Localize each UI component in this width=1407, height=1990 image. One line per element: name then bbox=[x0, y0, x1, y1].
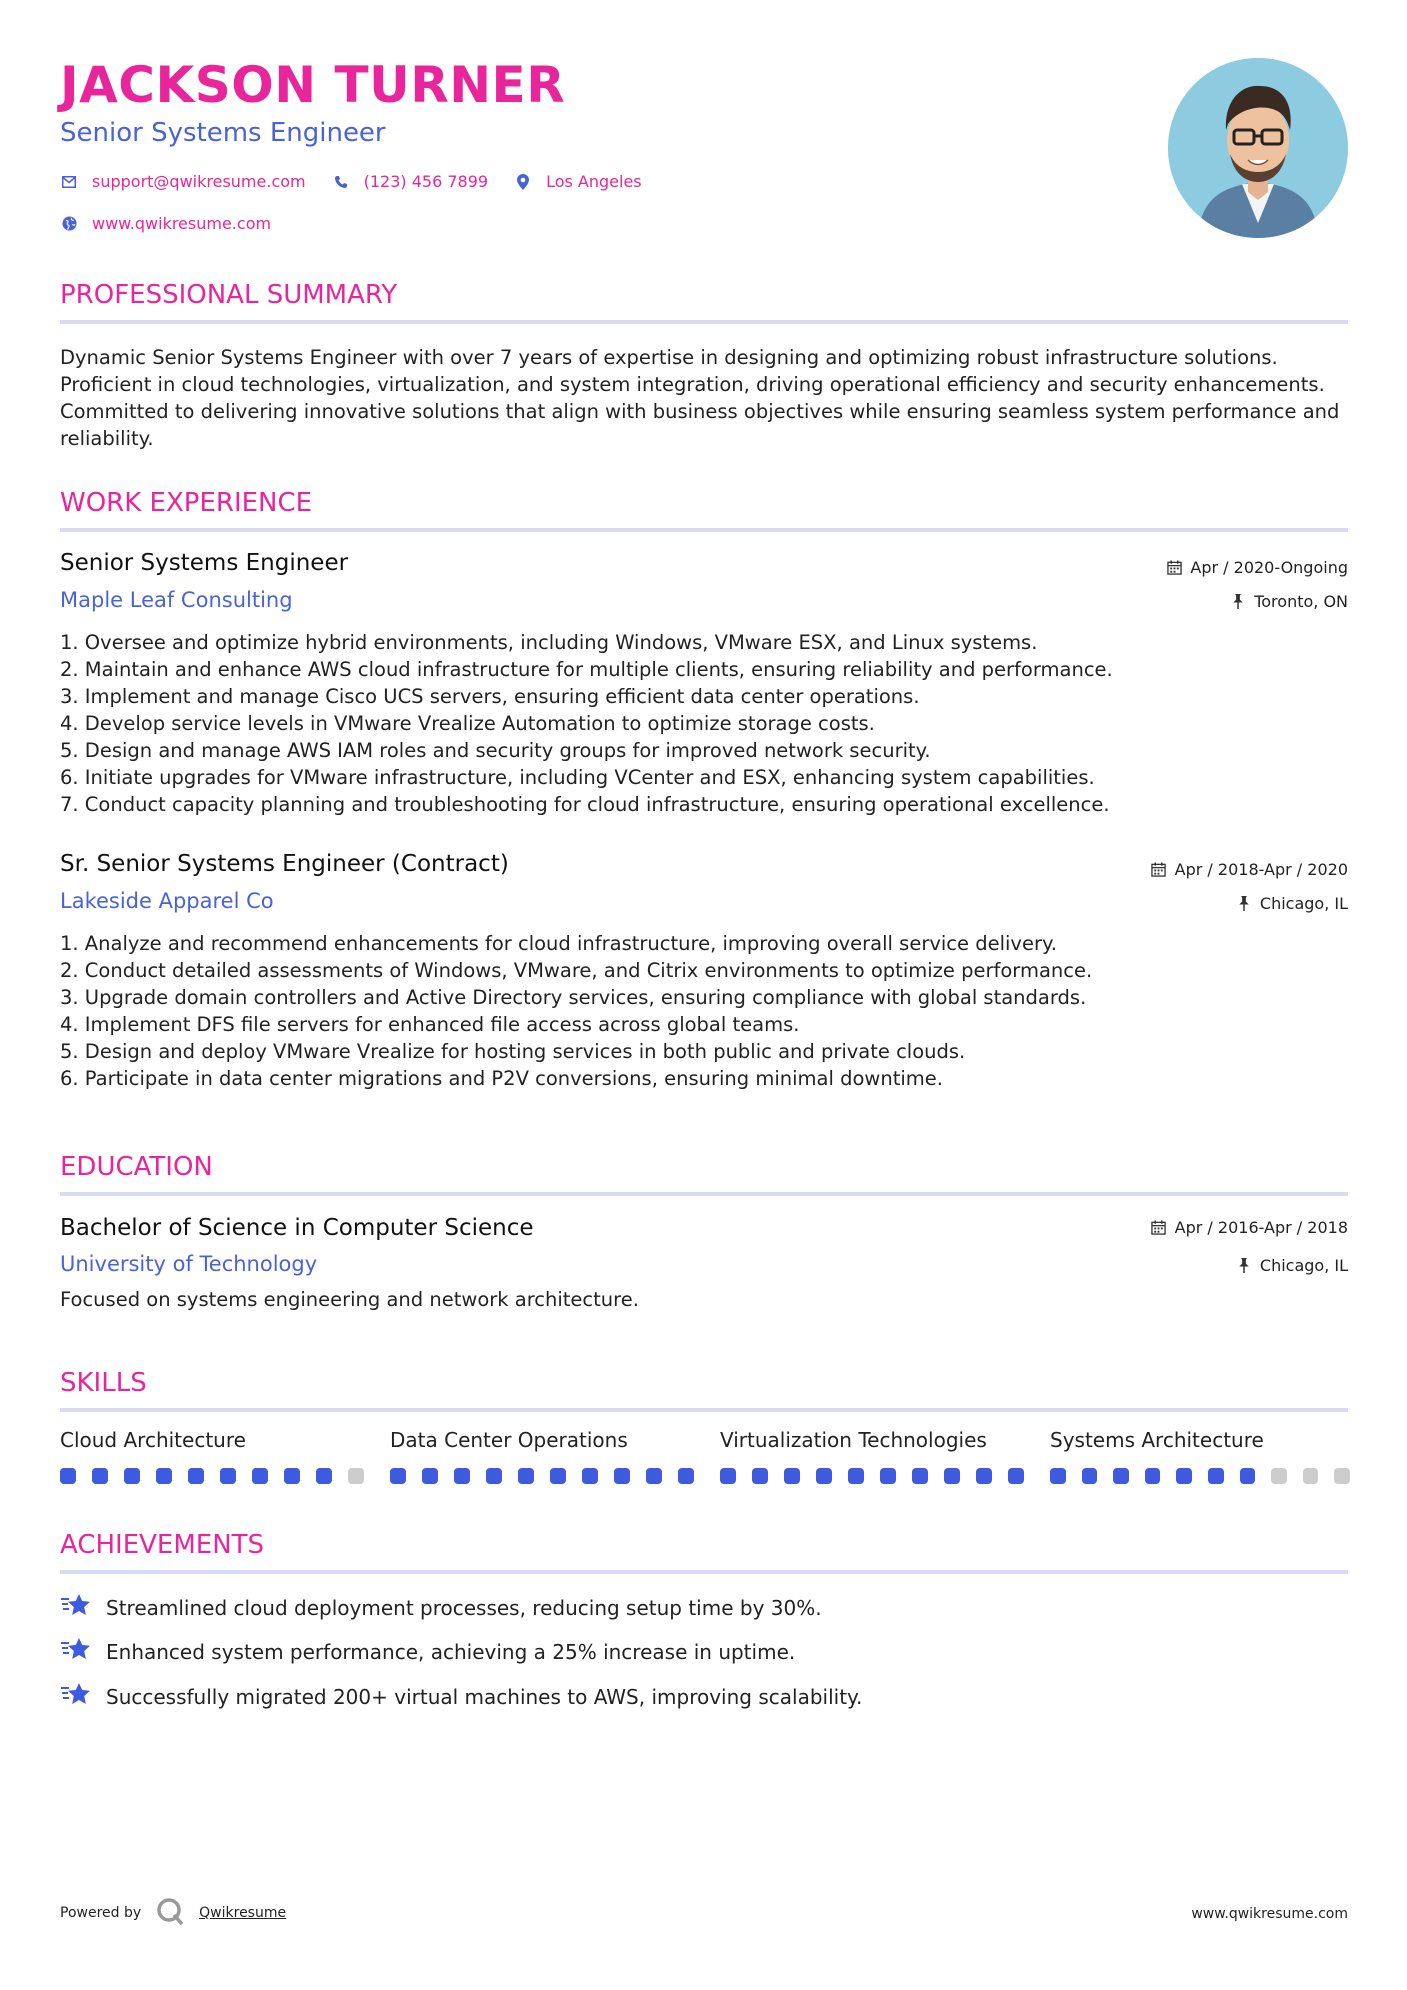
list-item: 4. Develop service levels in VMware Vrealize Automation to optimize storage costs. bbox=[60, 712, 875, 735]
star-icon bbox=[60, 1681, 92, 1712]
company-name: Maple Leaf Consulting bbox=[60, 588, 293, 612]
job-dates-text: Apr / 2018-Apr / 2020 bbox=[1174, 860, 1348, 879]
skill-item bbox=[60, 1428, 390, 1484]
contact-location bbox=[514, 172, 642, 191]
school-name: University of Technology bbox=[60, 1252, 318, 1276]
rating-dot-filled bbox=[454, 1468, 470, 1484]
skill-name: Data Center Operations bbox=[390, 1428, 628, 1452]
achievement-text: Successfully migrated 200+ virtual machines to AWS, improving scalability. bbox=[106, 1684, 863, 1709]
rating-dot-filled bbox=[944, 1468, 960, 1484]
rating-dot-empty bbox=[1303, 1468, 1319, 1484]
list-item: 3. Upgrade domain controllers and Active Directory services, ensuring compliance with global standards. bbox=[60, 986, 1087, 1009]
education-location bbox=[1236, 1256, 1348, 1275]
achievement-text: Enhanced system performance, achieving a 25% increase in uptime. bbox=[106, 1639, 796, 1664]
rating-dot-filled bbox=[518, 1468, 534, 1484]
job-location bbox=[1230, 592, 1348, 611]
rating-dot-filled bbox=[422, 1468, 438, 1484]
map-pin-icon bbox=[514, 173, 532, 191]
skill-rating bbox=[60, 1468, 390, 1484]
rating-dot-filled bbox=[1113, 1468, 1129, 1484]
skill-item bbox=[1050, 1428, 1350, 1484]
phone-text: (123) 456 7899 bbox=[363, 172, 489, 191]
job-bullets bbox=[60, 629, 1350, 818]
list-item: 3. Implement and manage Cisco UCS servers, ensuring efficient data center operations. bbox=[60, 685, 920, 708]
achievements-heading: ACHIEVEMENTS bbox=[60, 1530, 265, 1560]
rating-dot-filled bbox=[550, 1468, 566, 1484]
achievement-item bbox=[60, 1681, 862, 1712]
list-item: 1. Analyze and recommend enhancements for cloud infrastructure, improving overall service delivery. bbox=[60, 932, 1057, 955]
email-text: support@qwikresume.com bbox=[92, 172, 306, 191]
profile-photo bbox=[1168, 58, 1348, 238]
rating-dot-filled bbox=[678, 1468, 694, 1484]
job-location bbox=[1236, 894, 1348, 913]
contact-email[interactable] bbox=[60, 172, 306, 191]
summary-text: Dynamic Senior Systems Engineer with over 7 years of expertise in designing and optimizing robust infrastructure solutions. Proficient in cloud technologies, virtualization, and system integration, driving operational efficiency and security enhancements. Committed to delivering innovative solutions that align with business objectives while ensuring seamless system performance and reliability. bbox=[60, 346, 1340, 450]
list-item: 7. Conduct capacity planning and troubleshooting for cloud infrastructure, ensuring operational excellence. bbox=[60, 793, 1110, 816]
skill-rating bbox=[720, 1468, 1050, 1484]
job-dates bbox=[1166, 558, 1348, 577]
job-title: Senior Systems Engineer bbox=[60, 550, 349, 576]
candidate-role: Senior Systems Engineer bbox=[60, 118, 386, 148]
skill-rating bbox=[390, 1468, 720, 1484]
achievement-item bbox=[60, 1636, 795, 1667]
rating-dot-filled bbox=[582, 1468, 598, 1484]
skill-name: Systems Architecture bbox=[1050, 1428, 1264, 1452]
globe-icon bbox=[60, 215, 78, 233]
list-item: 1. Oversee and optimize hybrid environments, including Windows, VMware ESX, and Linux systems. bbox=[60, 631, 1038, 654]
skills-divider bbox=[60, 1408, 1348, 1412]
education-dates bbox=[1151, 1218, 1348, 1237]
achievement-item bbox=[60, 1592, 822, 1623]
rating-dot-filled bbox=[486, 1468, 502, 1484]
skill-item bbox=[720, 1428, 1050, 1484]
education-heading: EDUCATION bbox=[60, 1152, 213, 1182]
qwikresume-logo-icon bbox=[155, 1896, 185, 1930]
list-item: 2. Conduct detailed assessments of Windows, VMware, and Citrix environments to optimize performance. bbox=[60, 959, 1093, 982]
company-name: Lakeside Apparel Co bbox=[60, 889, 274, 913]
experience-heading: WORK EXPERIENCE bbox=[60, 488, 313, 518]
contact-phone[interactable] bbox=[332, 172, 488, 191]
rating-dot-filled bbox=[1050, 1468, 1066, 1484]
list-item: 5. Design and deploy VMware Vrealize for hosting services in both public and private clouds. bbox=[60, 1040, 966, 1063]
skills-grid bbox=[60, 1428, 1350, 1484]
education-dates-text: Apr / 2016-Apr / 2018 bbox=[1174, 1218, 1348, 1237]
rating-dot-filled bbox=[284, 1468, 300, 1484]
rating-dot-filled bbox=[848, 1468, 864, 1484]
rating-dot-filled bbox=[316, 1468, 332, 1484]
rating-dot-filled bbox=[720, 1468, 736, 1484]
contact-row bbox=[60, 172, 652, 191]
rating-dot-filled bbox=[156, 1468, 172, 1484]
phone-icon bbox=[332, 173, 350, 191]
skills-heading: SKILLS bbox=[60, 1368, 147, 1398]
job-location-text: Chicago, IL bbox=[1259, 894, 1348, 913]
education-location-text: Chicago, IL bbox=[1259, 1256, 1348, 1275]
rating-dot-empty bbox=[1271, 1468, 1287, 1484]
rating-dot-filled bbox=[60, 1468, 76, 1484]
experience-divider bbox=[60, 528, 1348, 532]
rating-dot-filled bbox=[1145, 1468, 1161, 1484]
rating-dot-filled bbox=[124, 1468, 140, 1484]
pushpin-icon bbox=[1236, 1258, 1252, 1274]
job-bullets bbox=[60, 930, 1350, 1092]
rating-dot-filled bbox=[390, 1468, 406, 1484]
rating-dot-filled bbox=[1176, 1468, 1192, 1484]
list-item: 6. Participate in data center migrations and P2V conversions, ensuring minimal downtime. bbox=[60, 1067, 943, 1090]
rating-dot-filled bbox=[614, 1468, 630, 1484]
education-divider bbox=[60, 1192, 1348, 1196]
footer-website-link[interactable]: www.qwikresume.com bbox=[1191, 1906, 1348, 1922]
degree-title: Bachelor of Science in Computer Science bbox=[60, 1215, 534, 1241]
rating-dot-filled bbox=[1082, 1468, 1098, 1484]
footer-powered-by bbox=[60, 1896, 286, 1930]
summary-divider bbox=[60, 320, 1348, 324]
calendar-icon bbox=[1151, 1220, 1167, 1236]
rating-dot-filled bbox=[784, 1468, 800, 1484]
job-location-text: Toronto, ON bbox=[1254, 592, 1348, 611]
rating-dot-filled bbox=[92, 1468, 108, 1484]
candidate-name: JACKSON TURNER bbox=[60, 56, 566, 114]
rating-dot-filled bbox=[912, 1468, 928, 1484]
job-dates-text: Apr / 2020-Ongoing bbox=[1190, 558, 1348, 577]
rating-dot-filled bbox=[1008, 1468, 1024, 1484]
rating-dot-filled bbox=[816, 1468, 832, 1484]
skill-name: Cloud Architecture bbox=[60, 1428, 246, 1452]
list-item: 6. Initiate upgrades for VMware infrastructure, including VCenter and ESX, enhancing system capabilities. bbox=[60, 766, 1095, 789]
contact-row-website bbox=[60, 214, 271, 233]
rating-dot-filled bbox=[220, 1468, 236, 1484]
star-icon bbox=[60, 1636, 92, 1667]
qwikresume-link[interactable]: Qwikresume bbox=[199, 1905, 287, 1921]
skill-item bbox=[390, 1428, 720, 1484]
location-text: Los Angeles bbox=[546, 172, 642, 191]
rating-dot-filled bbox=[752, 1468, 768, 1484]
rating-dot-filled bbox=[880, 1468, 896, 1484]
calendar-icon bbox=[1166, 560, 1182, 576]
rating-dot-filled bbox=[252, 1468, 268, 1484]
star-icon bbox=[60, 1592, 92, 1623]
rating-dot-filled bbox=[1208, 1468, 1224, 1484]
envelope-icon bbox=[60, 173, 78, 191]
list-item: 5. Design and manage AWS IAM roles and security groups for improved network security. bbox=[60, 739, 931, 762]
skill-name: Virtualization Technologies bbox=[720, 1428, 987, 1452]
education-description: Focused on systems engineering and network architecture. bbox=[60, 1288, 639, 1311]
rating-dot-filled bbox=[188, 1468, 204, 1484]
rating-dot-filled bbox=[1240, 1468, 1256, 1484]
achievement-text: Streamlined cloud deployment processes, reducing setup time by 30%. bbox=[106, 1595, 822, 1620]
rating-dot-empty bbox=[1334, 1468, 1350, 1484]
website-link[interactable]: www.qwikresume.com bbox=[92, 214, 272, 233]
rating-dot-filled bbox=[646, 1468, 662, 1484]
list-item: 2. Maintain and enhance AWS cloud infrastructure for multiple clients, ensuring reliability and performance. bbox=[60, 658, 1113, 681]
rating-dot-filled bbox=[976, 1468, 992, 1484]
pushpin-icon bbox=[1236, 896, 1252, 912]
list-item: 4. Implement DFS file servers for enhanced file access across global teams. bbox=[60, 1013, 800, 1036]
achievements-divider bbox=[60, 1570, 1348, 1574]
calendar-icon bbox=[1151, 862, 1167, 878]
summary-heading: PROFESSIONAL SUMMARY bbox=[60, 280, 398, 310]
job-dates bbox=[1151, 860, 1348, 879]
powered-by-label: Powered by bbox=[60, 1905, 142, 1921]
job-title: Sr. Senior Systems Engineer (Contract) bbox=[60, 851, 509, 877]
pushpin-icon bbox=[1230, 594, 1246, 610]
rating-dot-empty bbox=[348, 1468, 364, 1484]
skill-rating bbox=[1050, 1468, 1350, 1484]
